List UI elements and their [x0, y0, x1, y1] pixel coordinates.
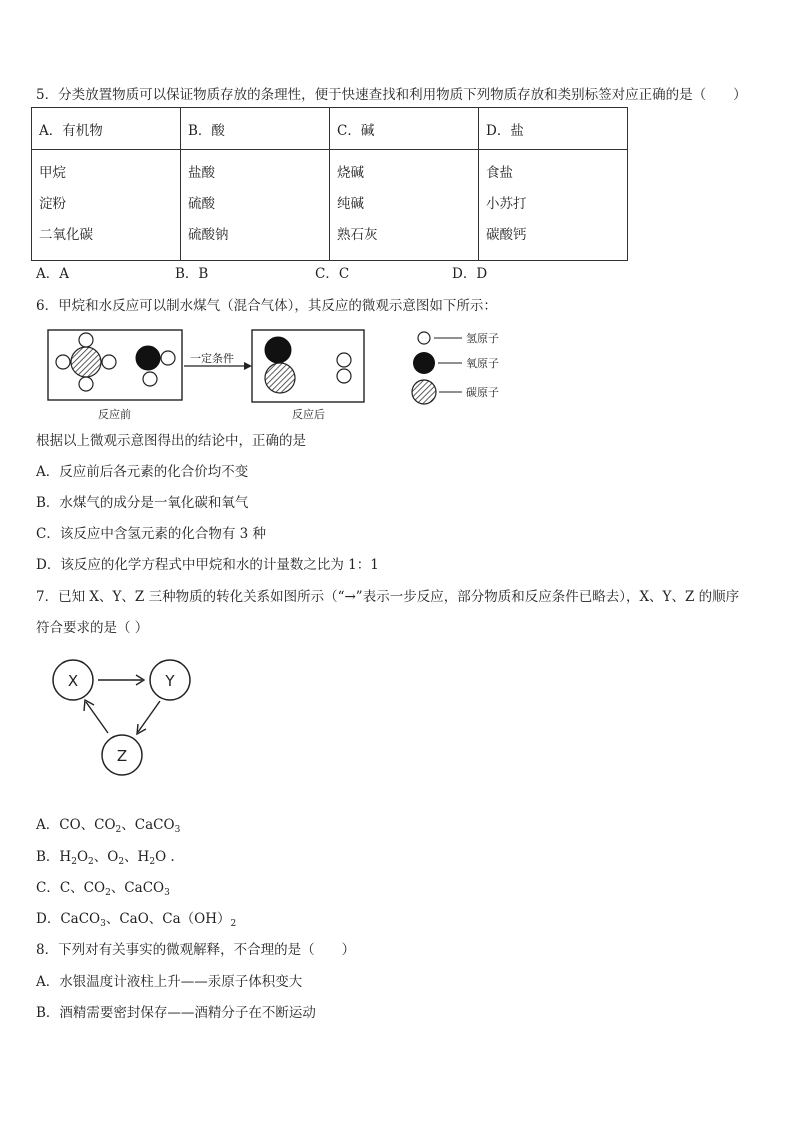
formula-text: 、CaO、Ca（OH）	[105, 911, 231, 927]
table-item: 熟石灰	[337, 227, 378, 243]
q5-option-a[interactable]: A．A	[36, 266, 69, 282]
formula-sub: 2	[118, 857, 125, 867]
arrow-label: 一定条件	[190, 352, 234, 365]
formula-sub: 3	[174, 825, 181, 835]
formula-sub: 2	[105, 888, 111, 898]
legend-hydrogen: 氢原子	[466, 332, 499, 345]
arrow-z-to-x	[86, 702, 108, 733]
q7-conversion-diagram	[48, 656, 198, 780]
q6-prompt: 根据以上微观示意图得出的结论中，正确的是	[36, 433, 306, 449]
water-molecule	[136, 346, 175, 386]
formula-text: CO、CO	[59, 817, 116, 833]
carbon-monoxide-molecule	[265, 337, 295, 393]
table-cell	[32, 150, 181, 261]
q5-stem: 5．分类放置物质可以保证物质存放的条理性，便于快速查找和利用物质下列物质存放和类别标签对应正确的是（ ）	[36, 87, 747, 103]
table-item: 硫酸钠	[188, 227, 229, 243]
q8-option-a[interactable]: A．水银温度计液柱上升——汞原子体积变大	[36, 974, 303, 990]
table-cell	[181, 150, 330, 261]
table-item: 甲烷	[39, 165, 66, 181]
legend-carbon: 碳原子	[466, 386, 499, 399]
hydrogen-molecule	[337, 353, 351, 383]
oxygen-legend-icon	[413, 352, 435, 374]
q5-classification-table	[31, 107, 628, 261]
table-item: 烧碱	[337, 165, 364, 181]
formula-text: 、O	[93, 849, 119, 865]
q6-stem: 6．甲烷和水反应可以制水煤气（混合气体），其反应的微观示意图如下所示：	[36, 298, 497, 314]
q8-option-b[interactable]: B．酒精需要密封保存——酒精分子在不断运动	[36, 1005, 316, 1021]
q6-option-c[interactable]: C．该反应中含氢元素的化合物有 3 种	[36, 526, 267, 542]
formula-text: CaCO	[60, 911, 101, 927]
formula-text: 、CaCO	[110, 880, 165, 896]
table-item: 二氧化碳	[39, 227, 93, 243]
q7-option-a[interactable]	[36, 813, 180, 835]
q8-stem: 8．下列对有关事实的微观解释，不合理的是（ ）	[36, 942, 356, 958]
formula-text: C、CO	[59, 880, 106, 896]
table-header: C．碱	[330, 108, 479, 150]
node-z-label: Z	[116, 747, 128, 765]
formula-text: 、H	[124, 849, 150, 865]
q7-option-c[interactable]	[36, 876, 170, 898]
table-header: D．盐	[479, 108, 628, 150]
table-item: 小苏打	[486, 196, 527, 212]
formula-sub: 3	[164, 888, 170, 898]
formula-sub: 2	[71, 857, 77, 867]
option-prefix: C．	[36, 880, 60, 896]
q7-option-d[interactable]	[36, 907, 236, 929]
formula-text: O	[76, 849, 89, 865]
methane-molecule	[56, 333, 116, 391]
table-header: A．有机物	[32, 108, 181, 150]
table-header: B．酸	[181, 108, 330, 150]
node-x-label: X	[67, 672, 79, 690]
option-prefix: B．	[36, 849, 60, 865]
q6-option-a[interactable]: A．反应前后各元素的化合价均不变	[36, 464, 249, 480]
arrow-y-to-z	[138, 701, 160, 732]
option-prefix: A．	[36, 817, 60, 833]
table-item: 硫酸	[188, 196, 215, 212]
formula-sub: 3	[100, 919, 106, 929]
q6-reaction-diagram	[40, 322, 520, 422]
before-label: 反应前	[98, 408, 131, 421]
q5-option-d[interactable]: D．D	[452, 266, 488, 282]
formula-sub: 2	[88, 857, 94, 867]
table-item: 食盐	[486, 165, 513, 181]
table-item: 纯碱	[337, 196, 364, 212]
formula-sub: 2	[149, 857, 156, 867]
carbon-legend-icon	[412, 380, 436, 404]
q7-stem-line1: 7．已知 X、Y、Z 三种物质的转化关系如图所示（“→”表示一步反应，部分物质和反应条件已略去），X、Y、Z 的顺序	[36, 589, 740, 605]
node-y-label: Y	[165, 672, 175, 690]
table-cell	[479, 150, 628, 261]
table-item: 碳酸钙	[486, 227, 527, 243]
formula-text: 、CaCO	[121, 817, 175, 833]
table-item: 盐酸	[188, 165, 215, 181]
legend	[412, 331, 499, 404]
formula-sub: 2	[115, 825, 122, 835]
legend-oxygen: 氧原子	[466, 357, 499, 370]
option-prefix: D．	[36, 911, 61, 927]
formula-sub: 2	[230, 919, 237, 929]
q6-option-d[interactable]: D．该反应的化学方程式中甲烷和水的计量数之比为 1：1	[36, 557, 379, 573]
table-cell	[330, 150, 479, 261]
table-item: 淀粉	[39, 196, 66, 212]
q5-option-c[interactable]: C．C	[315, 266, 350, 282]
after-label: 反应后	[292, 408, 325, 421]
q7-option-b[interactable]	[36, 845, 175, 867]
hydrogen-legend-icon	[418, 332, 430, 344]
formula-text: H	[59, 849, 72, 865]
formula-text: O .	[155, 849, 175, 865]
q6-option-b[interactable]: B．水煤气的成分是一氧化碳和氧气	[36, 495, 249, 511]
q7-stem-line2: 符合要求的是（ ）	[36, 620, 149, 636]
q5-option-b[interactable]: B．B	[175, 266, 209, 282]
